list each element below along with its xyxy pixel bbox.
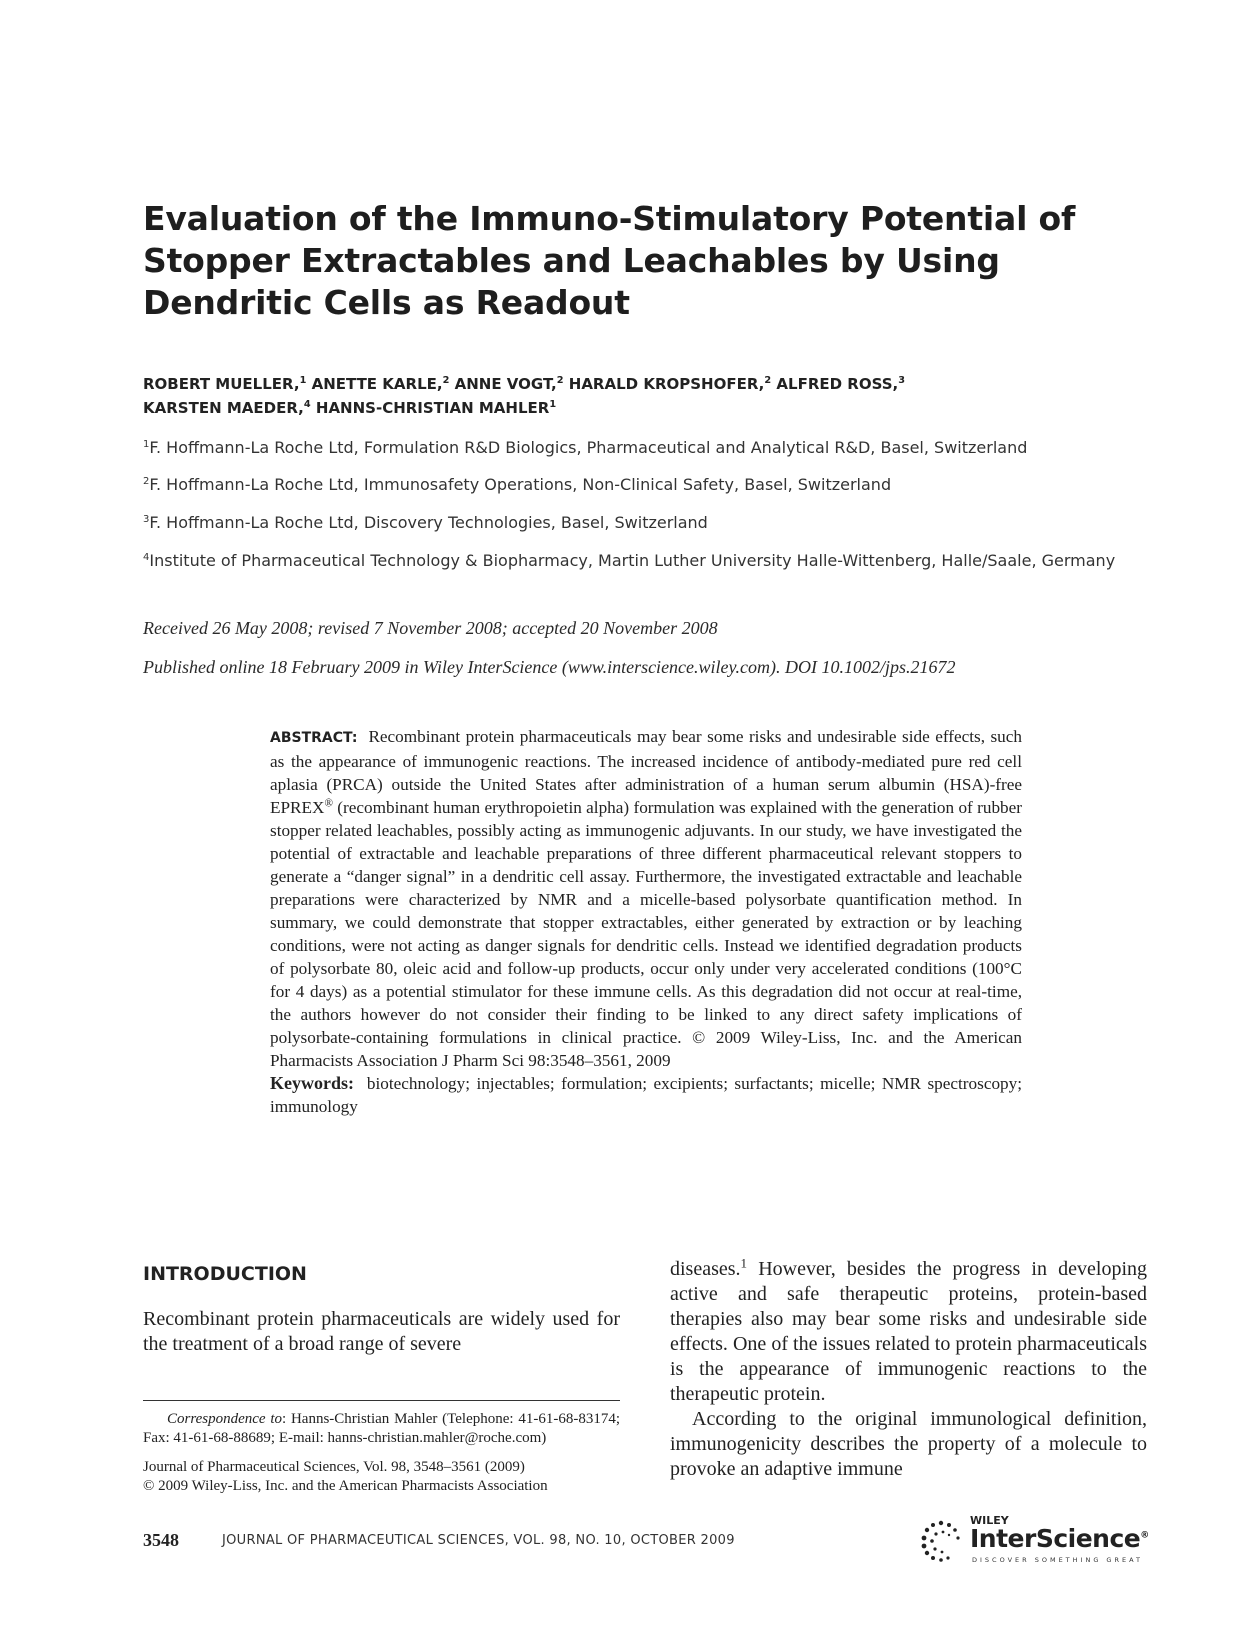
author-name: ROBERT MUELLER, <box>143 375 300 393</box>
affiliation: $^1$F. Hoffmann-La Roche Ltd, Formulation R&D Biologics, Pharmaceutical and Analytical R&D, Basel, Switzerland <box>143 438 1028 457</box>
paragraph: diseases.$^1$ However, besides the progress in developing active and safe therapeutic proteins, protein-based therapies also may bear some risks and undesirable side effects. One of the issues related to protein pharmaceuticals is the appearance of immunogenic reactions to the therapeutic protein. <box>670 1255 1147 1405</box>
author-name: ANETTE KARLE, <box>311 375 443 393</box>
copyright-line: © 2009 Wiley-Liss, Inc. and the American Pharmacists Association <box>143 1478 548 1494</box>
page-number: 3548 <box>143 1530 179 1550</box>
footnote <box>143 1410 620 1496</box>
body-text-right <box>670 1257 1147 1482</box>
keywords: biotechnology; injectables; formulation; excipients; surfactants; micelle; NMR spectroscopy; immunology <box>270 1074 1022 1116</box>
author-list <box>143 372 1143 420</box>
footnote-rule <box>143 1400 620 1401</box>
abstract-text: Recombinant protein pharmaceuticals may bear some risks and undesirable side effects, such as the appearance of immunogenic reactions. The increased incidence of antibody-mediated pure red cell aplasia (PRCA) outside the United States after administration of a human serum albumin (HSA)-free EPREX <box>270 727 1023 817</box>
section-heading: INTRODUCTION <box>143 1263 307 1285</box>
logo-wiley: WILEY <box>970 1514 1009 1527</box>
affiliation: $^2$F. Hoffmann-La Roche Ltd, Immunosafety Operations, Non-Clinical Safety, Basel, Switzerland <box>143 475 892 494</box>
author-name: KARSTEN MAEDER, <box>143 399 304 417</box>
abstract-text: (recombinant human erythropoietin alpha) formulation was explained with the generation of rubber stopper related leachables, possibly acting as immunogenic adjuvants. In our study, we have investigated the potential of extractable and leachable preparations of three different pharmaceutical relevant stoppers to generate a “danger signal” in a dendritic cell assay. Furthermore, the investigated extractable and leachable preparations were characterized by NMR and a micelle-based polysorbate quantification method. In summary, we could demonstrate that stopper extractables, either generated by extraction or by leaching conditions, were not acting as danger signals for dendritic cells. Instead we identified degradation products of polysorbate 80, oleic acid and follow-up products, occur only under very accelerated conditions (100°C for 4 days) as a potential stimulator for these immune cells. As this degradation did not occur at real-time, the authors however do not consider their finding to be linked to any direct safety implications of polysorbate-containing formulations in clinical practice. © 2009 Wiley-Liss, Inc. and the American Pharmacists Association J Pharm Sci 98:3548–3561, 2009 <box>270 798 1022 1070</box>
logo-interscience: InterScience® <box>970 1524 1149 1553</box>
affiliation: $^4$Institute of Pharmaceutical Technology & Biopharmacy, Martin Luther University Halle-Wittenberg, Halle/Saale, Germany <box>143 551 1116 570</box>
affiliation: $^3$F. Hoffmann-La Roche Ltd, Discovery Technologies, Basel, Switzerland <box>143 513 708 532</box>
received-dates: Received 26 May 2008; revised 7 November 2008; accepted 20 November 2008 <box>143 618 718 638</box>
swirl-dots-icon <box>918 1518 964 1564</box>
author-line: ROBERT MUELLER,$^1$ ANETTE KARLE,$^2$ ANNE VOGT,$^2$ HARALD KROPSHOFER,$^2$ ALFRED ROSS,$^3$ <box>143 375 906 393</box>
abstract: ABSTRACT: Recombinant protein pharmaceuticals may bear some risks and undesirable side effects, such as the appearance of immunogenic reactions. The increased incidence of antibody-mediated pure red cell aplasia (PRCA) outside the United States after administration of a human serum albumin (HSA)-free EPREX® (recombinant human erythropoietin alpha) formulation was explained with the generation of rubber stopper related leachables, possibly acting as immunogenic adjuvants. In our study, we have investigated the potential of extractable and leachable preparations of three different pharmaceutical relevant stoppers to generate a “danger signal” in a dendritic cell assay. Furthermore, the investigated extractable and leachable preparations were characterized by NMR and a micelle-based polysorbate quantification method. In summary, we could demonstrate that stopper extractables, either generated by extraction or by leaching conditions, were not acting as danger signals for dendritic cells. Instead we identified degradation products of polysorbate 80, oleic acid and follow-up products, occur only under very accelerated conditions (100°C for 4 days) as a potential stimulator for these immune cells. As this degradation did not occur at real-time, the authors however do not consider their finding to be linked to any direct safety implications of polysorbate-containing formulations in clinical practice. © 2009 Wiley-Liss, Inc. and the American Pharmacists Association J Pharm Sci 98:3548–3561, 2009 Keywords: biotechnology; injectables; formulation; excipients; surfactants; micelle; NMR spectroscopy; immunology <box>270 727 1023 1116</box>
title-line: Evaluation of the Immuno-Stimulatory Potential of <box>143 199 1076 238</box>
author-name: ANNE VOGT, <box>454 375 557 393</box>
journal-citation: Journal of Pharmaceutical Sciences, Vol. 98, 3548–3561 (2009) <box>143 1459 525 1475</box>
abstract-label: ABSTRACT: <box>270 730 358 746</box>
correspondence: Correspondence to: Hanns-Christian Mahler (Telephone: 41-61-68-83174; Fax: 41-61-68-88689; E-mail: hanns-christian.mahler@roche.com) <box>143 1411 620 1446</box>
logo-tagline: DISCOVER SOMETHING GREAT <box>972 1556 1143 1564</box>
author-name: HARALD KROPSHOFER, <box>568 375 765 393</box>
author-name: HANNS-CHRISTIAN MAHLER <box>315 399 550 417</box>
body-text-left: Recombinant protein pharmaceuticals are widely used for the treatment of a broad range of severe <box>143 1308 620 1355</box>
published-line: Published online 18 February 2009 in Wiley InterScience (www.interscience.wiley.com). DOI 10.1002/jps.21672 <box>143 657 956 677</box>
title-line: Stopper Extractables and Leachables by Using <box>143 241 1000 280</box>
wiley-interscience-logo <box>918 1514 1148 1570</box>
paragraph: According to the original immunological definition, immunogenicity describes the property of a molecule to provoke an adaptive immune <box>670 1408 1147 1480</box>
author-name: ALFRED ROSS, <box>776 375 899 393</box>
article-title <box>143 198 1123 324</box>
keywords-label: Keywords: <box>270 1073 354 1093</box>
title-line: Dendritic Cells as Readout <box>143 283 630 322</box>
author-line: KARSTEN MAEDER,$^4$ HANNS-CHRISTIAN MAHLER$^1$ <box>143 399 557 417</box>
running-footer: JOURNAL OF PHARMACEUTICAL SCIENCES, VOL. 98, NO. 10, OCTOBER 2009 <box>222 1533 735 1548</box>
